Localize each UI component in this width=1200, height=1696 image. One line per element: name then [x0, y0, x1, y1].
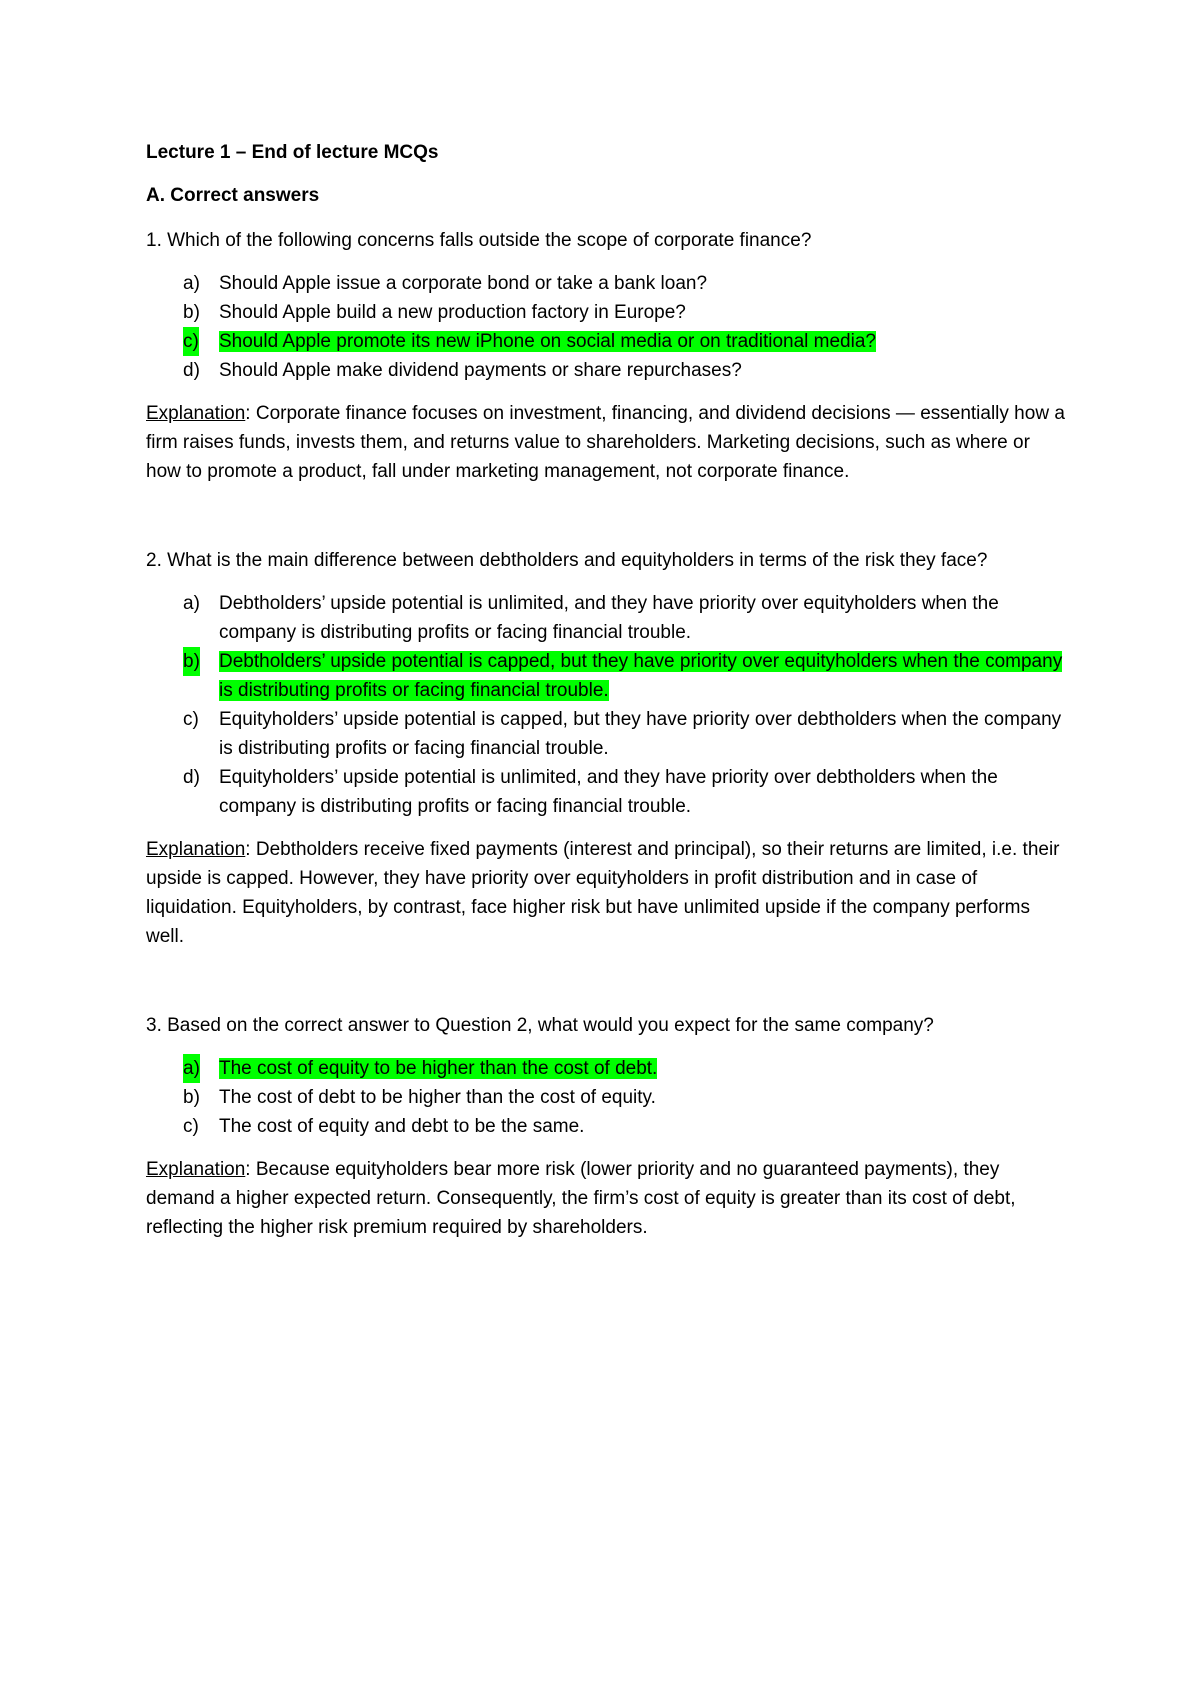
- option-item: [146, 327, 1066, 356]
- spacer: [146, 486, 1066, 546]
- option-item: [146, 1083, 1066, 1112]
- option-list: [146, 269, 1066, 385]
- option-letter: c): [183, 1116, 199, 1137]
- option-item: [146, 589, 1066, 647]
- option-list: [146, 1054, 1066, 1141]
- explanation-label: Explanation: [146, 1159, 246, 1180]
- question-block-1: [146, 226, 1066, 486]
- option-text: Should Apple issue a corporate bond or take a bank loan?: [219, 273, 708, 294]
- explanation-paragraph: Explanation: Because equityholders bear more risk (lower priority and no guaranteed payments), they demand a higher expected return. Consequently, the firm’s cost of equity is greater than its cost of debt, reflecting the higher risk premium required by shareholders.: [146, 1159, 1016, 1238]
- option-letter: c): [183, 327, 199, 356]
- option-item: [146, 763, 1066, 821]
- option-text: Debtholders’ upside potential is unlimited, and they have priority over equityholders when the company is distributing profits or facing financial trouble.: [219, 593, 999, 643]
- section-heading: A. Correct answers: [146, 185, 320, 206]
- option-letter: a): [183, 593, 200, 614]
- explanation-paragraph: Explanation: Debtholders receive fixed payments (interest and principal), so their returns are limited, i.e. their upside is capped. However, they have priority over equityholders in profit distribution and in case of liquidation. Equityholders, by contrast, face higher risk but have unlimited upside if the company performs well.: [146, 839, 1060, 947]
- option-item: [146, 356, 1066, 385]
- option-text: Equityholders’ upside potential is unlimited, and they have priority over debtholders when the company is distributing profits or facing financial trouble.: [219, 767, 998, 817]
- option-item: [146, 647, 1066, 705]
- option-letter: a): [183, 1054, 200, 1083]
- option-list: [146, 589, 1066, 821]
- spacer: [146, 951, 1066, 1011]
- question-block-3: [146, 1011, 1066, 1242]
- option-item: [146, 298, 1066, 327]
- explanation-text: Corporate finance focuses on investment, financing, and dividend decisions — essentially how a firm raises funds, invests them, and returns value to shareholders. Marketing decisions, such as where or how to promote a product, fall under marketing management, not corporate finance.: [146, 403, 1065, 482]
- option-letter: c): [183, 709, 199, 730]
- option-text: Equityholders’ upside potential is capped, but they have priority over debtholders when the company is distributing profits or facing financial trouble.: [219, 709, 1062, 759]
- option-text: The cost of equity and debt to be the same.: [219, 1116, 585, 1137]
- question-prompt: 2. What is the main difference between debtholders and equityholders in terms of the risk they face?: [146, 550, 988, 571]
- explanation-text: Debtholders receive fixed payments (interest and principal), so their returns are limited, i.e. their upside is capped. However, they have priority over equityholders in profit distribution and in case of liquidation. Equityholders, by contrast, face higher risk but have unlimited upside if the company performs well.: [146, 839, 1060, 947]
- question-block-2: [146, 546, 1066, 951]
- option-item: [146, 705, 1066, 763]
- option-text: The cost of equity to be higher than the cost of debt.: [219, 1058, 658, 1079]
- explanation-label: Explanation: [146, 839, 246, 860]
- option-letter: a): [183, 273, 200, 294]
- option-text: Should Apple make dividend payments or share repurchases?: [219, 360, 742, 381]
- document-title: Lecture 1 – End of lecture MCQs: [146, 142, 439, 163]
- option-item: [146, 269, 1066, 298]
- explanation-text: Because equityholders bear more risk (lower priority and no guaranteed payments), they demand a higher expected return. Consequently, the firm’s cost of equity is greater than its cost of debt, reflecting the higher risk premium required by shareholders.: [146, 1159, 1016, 1238]
- option-text: Debtholders’ upside potential is capped, but they have priority over equityholders when the company is distributing profits or facing financial trouble.: [219, 651, 1063, 701]
- option-letter: b): [183, 647, 200, 676]
- document-page: [146, 138, 1066, 1242]
- option-text: Should Apple promote its new iPhone on social media or on traditional media?: [219, 331, 876, 352]
- question-prompt: 3. Based on the correct answer to Question 2, what would you expect for the same company?: [146, 1015, 934, 1036]
- explanation-paragraph: Explanation: Corporate finance focuses on investment, financing, and dividend decisions — essentially how a firm raises funds, invests them, and returns value to shareholders. Marketing decisions, such as where or how to promote a product, fall under marketing management, not corporate finance.: [146, 403, 1065, 482]
- option-letter: b): [183, 302, 200, 323]
- explanation-label: Explanation: [146, 403, 246, 424]
- option-letter: d): [183, 360, 200, 381]
- option-letter: d): [183, 767, 200, 788]
- question-prompt: 1. Which of the following concerns falls outside the scope of corporate finance?: [146, 230, 812, 251]
- option-letter: b): [183, 1087, 200, 1108]
- option-item: [146, 1112, 1066, 1141]
- option-item: [146, 1054, 1066, 1083]
- option-text: The cost of debt to be higher than the cost of equity.: [219, 1087, 656, 1108]
- option-text: Should Apple build a new production factory in Europe?: [219, 302, 686, 323]
